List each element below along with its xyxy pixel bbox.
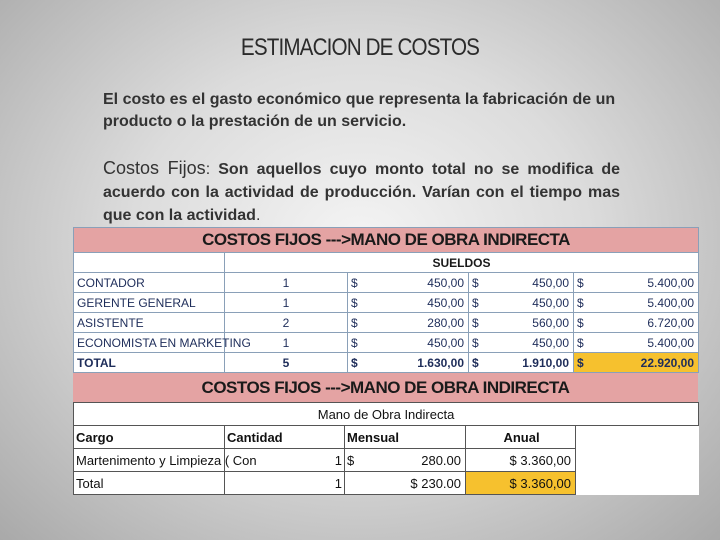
column-header-mensual: Mensual: [345, 426, 466, 449]
salaries-table-header: [74, 228, 699, 253]
page-title: ESTIMACION DE COSTOS: [240, 34, 480, 61]
indirect-labor-table: [73, 402, 699, 495]
annual-total-highlight: 22.920,00: [587, 353, 699, 373]
annual-total-highlight: $ 3.360,00: [466, 472, 576, 495]
fixed-costs-colon: :: [205, 161, 211, 178]
column-header-cantidad: Cantidad: [225, 426, 345, 449]
fixed-costs-term: Costos Fijos: [103, 158, 206, 178]
salaries-table-title: COSTOS FIJOS --->MANO DE OBRA INDIRECTA: [74, 228, 699, 253]
table-total-row: TOTAL 5 $ 1.630,00 $ 1.910,00 $ 22.920,00: [74, 353, 699, 373]
table-row: CONTADOR 1 $ 450,00 $ 450,00 $ 5.400,00: [74, 273, 699, 293]
table-row: ASISTENTE 2 $ 280,00 $ 560,00 $ 6.720,00: [74, 313, 699, 333]
column-header-cargo: Cargo: [74, 426, 225, 449]
fixed-costs-definition: Son aquellos cuyo monto total no se modifica de acuerdo con la actividad de producción. Varían con el tiempo mas que con la actividad: [103, 161, 620, 224]
table-row: GERENTE GENERAL 1 $ 450,00 $ 450,00 $ 5.400,00: [74, 293, 699, 313]
indirect-labor-column-headers: [74, 426, 699, 449]
table-row: Martenimento y Limpieza ( Con 1 $ 280.00 $ 3.360,00: [74, 449, 699, 472]
column-header-anual: Anual: [466, 426, 576, 449]
salaries-subtitle: SUELDOS: [225, 253, 699, 273]
indirect-labor-table-title: COSTOS FIJOS --->MANO DE OBRA INDIRECTA: [73, 373, 698, 403]
salaries-table-subheader: [74, 253, 699, 273]
salaries-table: [73, 227, 699, 373]
table-total-row: Total 1 $ 230.00 $ 3.360,00: [74, 472, 699, 495]
table-row: ECONOMISTA EN MARKETING 1 $ 450,00 $ 450,00 $ 5.400,00: [74, 333, 699, 353]
fixed-costs-paragraph: [103, 157, 620, 227]
indirect-labor-subtitle: Mano de Obra Indirecta: [74, 403, 699, 426]
intro-paragraph: El costo es el gasto económico que representa la fabricación de un producto o la prestación de un servicio.: [103, 91, 616, 130]
indirect-labor-subheader: [74, 403, 699, 426]
fixed-costs-period: .: [255, 207, 261, 224]
